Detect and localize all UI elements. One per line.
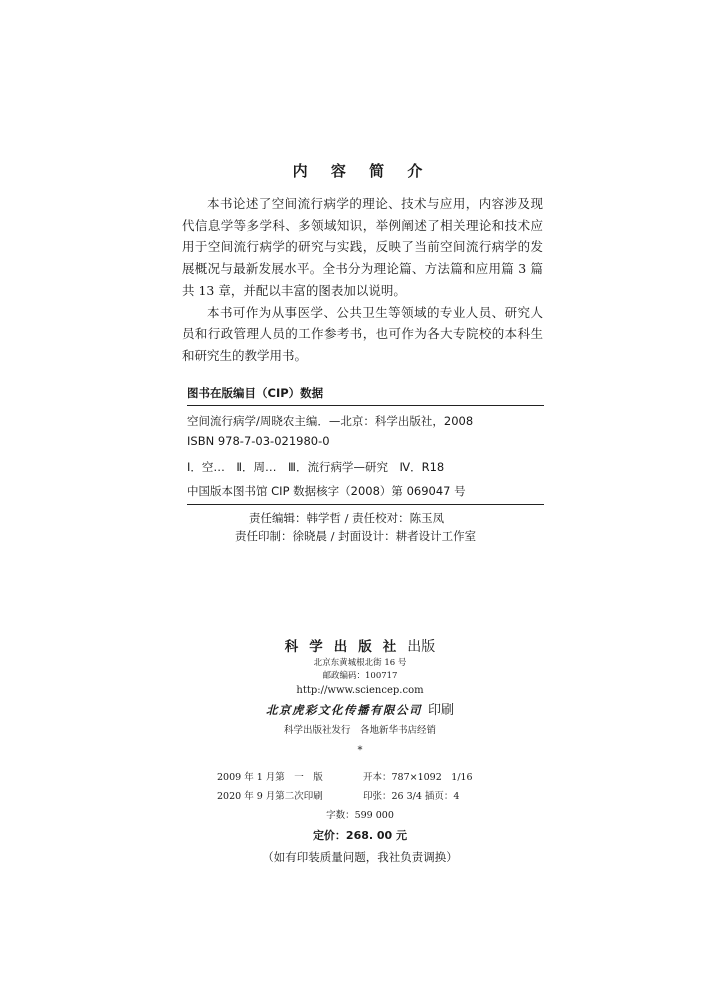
edition-reprint: 2020 年 9 月第二次印刷 xyxy=(217,791,323,802)
printer-suffix: 印刷 xyxy=(427,703,454,718)
publisher-name: 科学出版社 xyxy=(284,639,408,655)
cip-classification: Ⅰ．空… Ⅱ．周… Ⅲ．流行病学—研究 Ⅳ．R18 xyxy=(187,460,445,474)
credits xyxy=(187,505,544,545)
cip-heading: 图书在版编目（CIP）数据 xyxy=(187,386,324,400)
publisher-url: http://www.sciencep.com xyxy=(296,685,424,696)
edition-row xyxy=(217,768,503,787)
publisher-line xyxy=(180,637,540,657)
credits-production: 责任印制：徐晓晨 / 封面设计：耕者设计工作室 xyxy=(235,529,477,543)
edition-row xyxy=(217,787,503,806)
publisher-suffix: 出版 xyxy=(407,639,436,655)
distribution-line: 科学出版社发行 各地新华书店经销 xyxy=(283,725,436,736)
summary-paragraph: 本书论述了空间流行病学的理论、技术与应用，内容涉及现代信息学等多学科、多领域知识，举例阐述了相关理论和技术应用于空间流行病学的研究与实践，反映了当前空间流行病学的发展概况与最新发展水平。全书分为理论篇、方法篇和应用篇 3 篇共 13 章，并配以丰富的图表加以说明。 xyxy=(182,196,543,298)
cip-isbn: ISBN 978-7-03-021980-0 xyxy=(187,434,330,448)
quality-notice: （如有印装质量问题，我社负责调换） xyxy=(262,850,458,864)
printer-line xyxy=(180,700,540,721)
price: 定价：268. 00 元 xyxy=(312,829,408,842)
cip-record-number: 中国版本图书馆 CIP 数据核字（2008）第 069047 号 xyxy=(187,484,466,498)
summary-body xyxy=(182,193,543,367)
edition-first: 2009 年 1 月第 一 版 xyxy=(217,772,323,783)
edition-details xyxy=(217,768,503,825)
colophon xyxy=(180,637,540,866)
edition-row xyxy=(217,806,503,825)
publisher-address: 北京东黄城根北街 16 号 xyxy=(313,658,407,668)
book-format: 开本：787×1092 1/16 xyxy=(363,772,473,783)
printed-sheets: 印张：26 3/4 插页：4 xyxy=(363,791,460,802)
credits-editors: 责任编辑：韩学哲 / 责任校对：陈玉凤 xyxy=(249,511,445,525)
summary-title: 内 容 简 介 xyxy=(292,162,432,180)
cip-title-line: 空间流行病学/周晓农主编．—北京：科学出版社，2008 xyxy=(187,414,474,428)
summary-paragraph: 本书可作为从事医学、公共卫生等领域的专业人员、研究人员和行政管理人员的工作参考书，也可作为各大专院校的本科生和研究生的教学用书。 xyxy=(182,304,543,363)
cip-block xyxy=(187,385,544,545)
publisher-postcode: 邮政编码：100717 xyxy=(322,671,398,681)
separator-star: * xyxy=(357,745,363,756)
cip-lines xyxy=(187,406,544,504)
word-count: 字数：599 000 xyxy=(326,810,394,821)
printer-name: 北京虎彩文化传播有限公司 xyxy=(265,703,422,717)
